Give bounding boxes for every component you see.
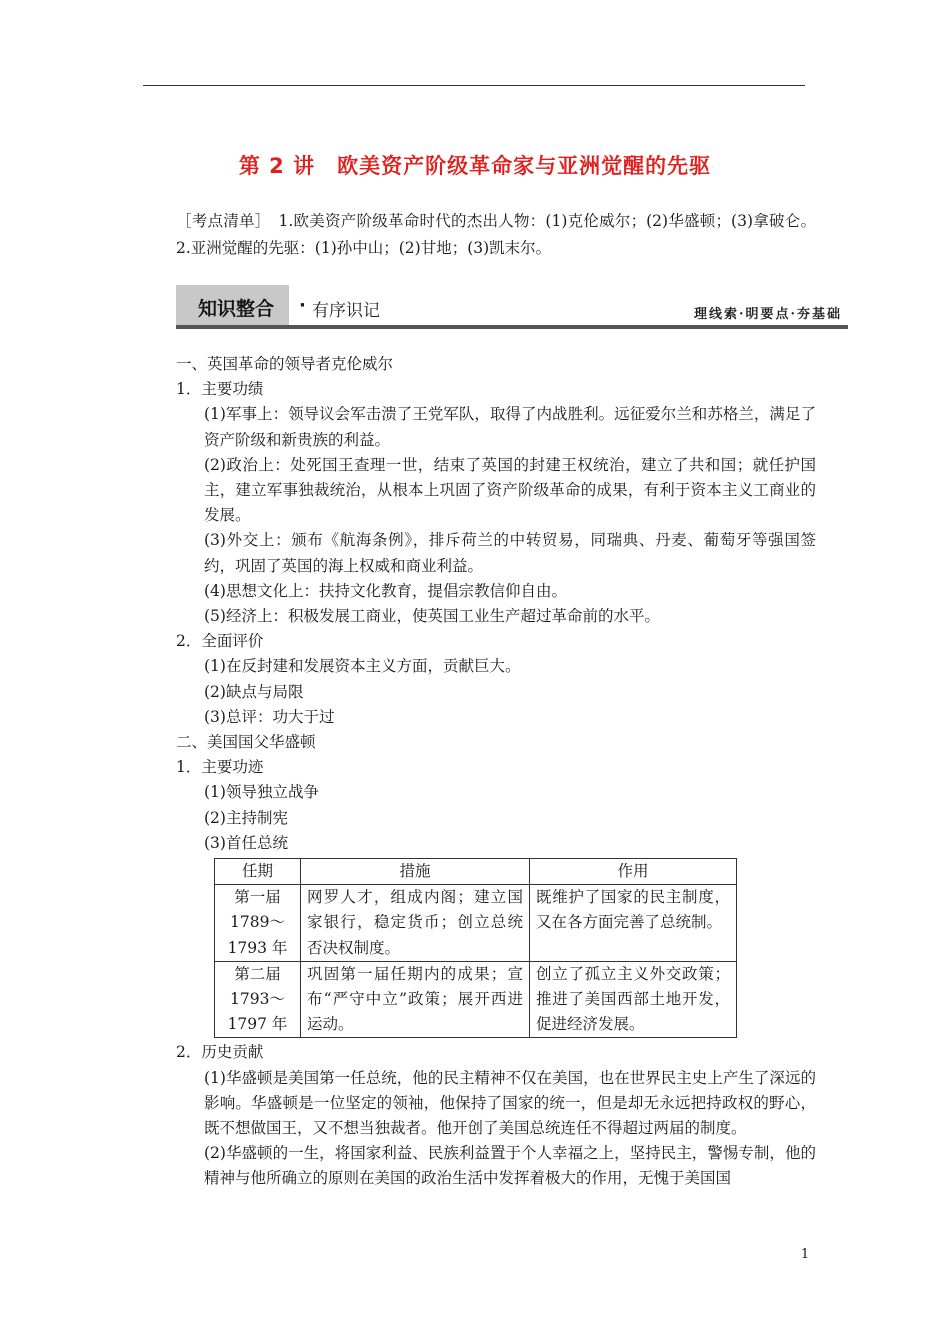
- section-heading: 一、英国革命的领导者克伦威尔: [176, 355, 394, 373]
- list-item: (1)华盛顿是美国第一任总统，他的民主精神不仅在美国，也在世界民主史上产生了深远的影响。华盛顿是一位坚定的领袖，他保持了国家的统一，但是却无永远把持政权的野心，既不想做国王，又不想当独裁者。他开创了美国总统连任不得超过两届的制度。: [204, 1068, 816, 1137]
- main-content: [176, 352, 816, 1192]
- list-item: (4)思想文化上：扶持文化教育，提倡宗教信仰自由。: [204, 581, 567, 600]
- banner-tagline: 理线索·明要点·夯基础: [693, 307, 842, 322]
- table-header: 任期: [215, 858, 301, 884]
- list-item: (1)在反封建和发展资本主义方面，贡献巨大。: [204, 657, 521, 676]
- table-row: [215, 885, 737, 962]
- table-header-row: [215, 858, 737, 884]
- term-cell: [215, 961, 301, 1038]
- term-line: 1797 年: [227, 1015, 288, 1034]
- effect-cell: 既维护了国家的民主制度，又在各方面完善了总统制。: [530, 885, 737, 962]
- term-line: 1793 年: [227, 938, 288, 957]
- section-banner: [176, 285, 848, 329]
- subheading: 2．全面评价: [176, 632, 264, 651]
- subheading: 1．主要功迹: [176, 758, 264, 777]
- section-heading: 二、美国国父华盛顿: [176, 732, 316, 751]
- term-cell: [215, 885, 301, 962]
- list-item: (3)总评：功大于过: [204, 707, 335, 726]
- subheading: 2．历史贡献: [176, 1043, 264, 1062]
- term-line: 1789～: [230, 913, 285, 932]
- list-item: (2)缺点与局限: [204, 682, 304, 701]
- effect-cell: 创立了孤立主义外交政策；推进了美国西部土地开发，促进经济发展。: [530, 961, 737, 1038]
- measure-cell: 巩固第一届任期内的成果；宣布“严守中立”政策；展开西进运动。: [301, 961, 530, 1038]
- table-header: 作用: [530, 858, 737, 884]
- list-item: (5)经济上：积极发展工商业，使英国工业生产超过革命前的水平。: [204, 607, 660, 625]
- presidency-table-wrap: [214, 858, 816, 1038]
- term-line: 1793～: [230, 989, 285, 1008]
- term-line: 第一届: [234, 888, 281, 907]
- list-item: (1)领导独立战争: [204, 783, 319, 802]
- list-item: (1)军事上：领导议会军击溃了王党军队，取得了内战胜利。远征爱尔兰和苏格兰，满足了资产阶级和新贵族的利益。: [204, 405, 816, 449]
- banner-title: 知识整合: [198, 298, 275, 320]
- measure-cell: 网罗人才，组成内阁；建立国家银行，稳定货币；创立总统否决权制度。: [301, 885, 530, 962]
- exam-points-list: ［考点清单］ 1.欧美资产阶级革命时代的杰出人物：(1)克伦威尔；(2)华盛顿；(3)拿破仑。2.亚洲觉醒的先驱：(1)孙中山；(2)甘地；(3)凯末尔。: [176, 212, 816, 257]
- list-item: (3)首任总统: [204, 833, 288, 852]
- list-item: (2)政治上：处死国王查理一世，结束了英国的封建王权统治，建立了共和国；就任护国主，建立军事独裁统治，从根本上巩固了资产阶级革命的成果，有利于资本主义工商业的发展。: [204, 455, 816, 525]
- lesson-title: 第 2 讲 欧美资产阶级革命家与亚洲觉醒的先驱: [238, 154, 712, 178]
- header-rule: [143, 85, 805, 86]
- banner-underline: [176, 325, 848, 329]
- table-header: 措施: [301, 858, 530, 884]
- list-item: (3)外交上：颁布《航海条例》，排斥荷兰的中转贸易，同瑞典、丹麦、葡萄牙等强国签约，巩固了英国的海上权威和商业利益。: [204, 531, 816, 575]
- presidency-table: [214, 858, 737, 1038]
- term-line: 第二届: [234, 964, 281, 983]
- banner-subtitle: 有序识记: [312, 301, 380, 321]
- table-row: [215, 961, 737, 1038]
- banner-separator: ·: [299, 295, 306, 316]
- page-number: 1: [800, 1247, 810, 1262]
- list-item: (2)主持制宪: [204, 808, 288, 827]
- subheading: 1．主要功绩: [176, 380, 264, 399]
- list-item: (2)华盛顿的一生，将国家利益、民族利益置于个人幸福之上，坚持民主，警惕专制，他的精神与他所确立的原则在美国的政治生活中发挥着极大的作用，无愧于美国国: [204, 1144, 816, 1188]
